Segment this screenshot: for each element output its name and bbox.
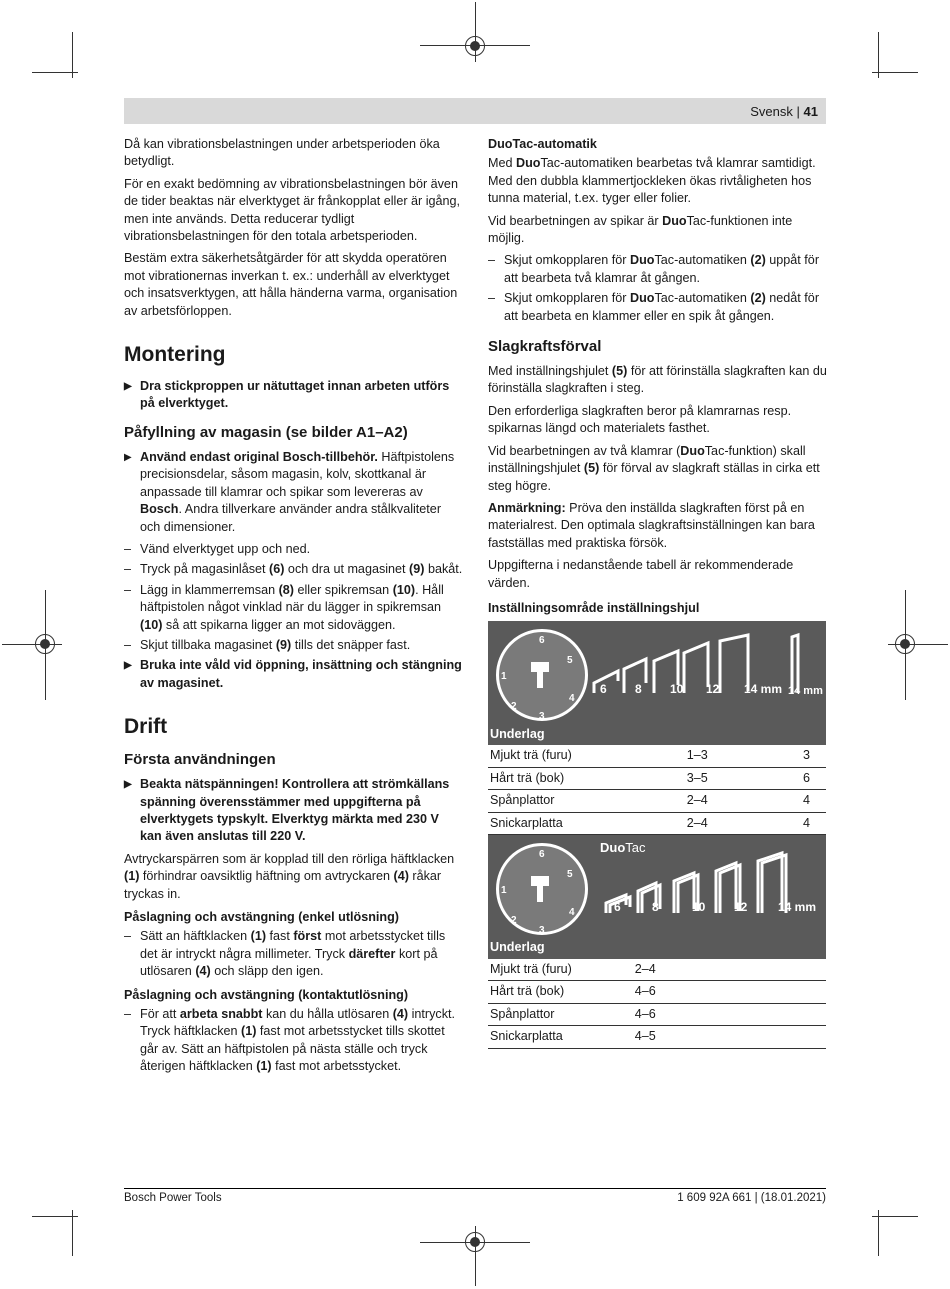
staple-size-label: 10 [670, 682, 684, 697]
text: Skjut tillbaka magasinet [140, 637, 276, 652]
text: intryckt. Tryck häftklacken [140, 1007, 456, 1039]
nail-size-label: 14 mm [788, 685, 823, 698]
cell-range: 4–5 [582, 1026, 826, 1048]
text: Pröva den inställda slagkraften först på en materialrest. Den optimala slagkraftsinställningen kan bara fastställas med praktiska försök. [488, 500, 815, 550]
section-title-drift: Drift [124, 715, 168, 739]
step-item [124, 928, 464, 980]
cell-material: Hårt trä (bok) [488, 981, 582, 1003]
dial-number: 4 [569, 693, 575, 705]
warning-text: . Andra tillverkare använder andra stålkvaliteter och dimensioner. [140, 502, 442, 534]
text: kan du hålla utlösaren [262, 1007, 393, 1022]
text: förhindrar oavsiktlig häftning om avtryckaren [139, 869, 394, 884]
brand-duo: Duo [516, 156, 541, 171]
ref: (1) [124, 869, 140, 884]
duotac-bold: Duo [600, 839, 626, 855]
ref: (5) [583, 461, 600, 476]
ref: (1) [256, 1059, 272, 1074]
ref: (1) [250, 929, 267, 944]
subheading-duotac: DuoTac-automatik [488, 137, 597, 151]
paragraph: Bestäm extra säkerhetsåtgärder för att skydda operatören mot vibrationernas inverkan t. ex.: underhåll av elverktyget och insatsverktygen, att hålla händerna varma, organisation av arbetsförloppen. [124, 251, 458, 318]
step-item [488, 252, 828, 287]
brand-duo: Duo [630, 253, 655, 268]
text: Skjut omkopplaren för [504, 291, 630, 306]
dial-icon [496, 629, 588, 721]
paragraph: Uppgifterna i nedanstående tabell är rekommenderade värden. [488, 558, 794, 590]
right-column [488, 136, 828, 1049]
table-caption: Inställningsområde inställningshjul [488, 600, 700, 615]
hammer-icon [521, 654, 561, 694]
warning-item: ▶ Beakta nätspänningen! Kontrollera att strömkällans spänning överensstämmer med uppgifterna på elverktygets typskylt. Elverktyg märkta med 230 V kan även anslutas till 220 V. [124, 776, 464, 846]
table-header: Underlag [488, 937, 826, 959]
cell-range: 4–6 [582, 1003, 826, 1025]
table-row [488, 790, 826, 812]
staple-size-label: 6 [614, 899, 621, 914]
registration-mark-icon [35, 634, 55, 654]
emphasis: därefter [348, 946, 396, 961]
ref: (6) [269, 562, 285, 577]
step-item [124, 582, 464, 634]
text: Sätt an häftklacken [140, 929, 251, 944]
ref: (10) [392, 582, 416, 597]
ref: (8) [278, 582, 294, 597]
text: tills det snäpper fast. [291, 637, 411, 652]
cell-material: Mjukt trä (furu) [488, 959, 582, 981]
dial-number: 3 [539, 711, 545, 723]
duotac-rest: Tac [625, 839, 646, 855]
staple-size-label: 10 [692, 899, 706, 914]
header-bar [124, 98, 826, 124]
ref: (5) [611, 364, 628, 379]
subsection-title-slagkraft: Slagkraftsförval [488, 338, 602, 356]
warning-bold: Använd endast original Bosch-tillbehör. [140, 449, 378, 464]
staple-size-label: 8 [652, 899, 659, 914]
text: Tac-automatiken bearbetas två klamrar samtidigt. Med den dubbla klammertjockleken ökas rivtåligheten hos tunna material, t.ex. tyger eller folier. [488, 156, 816, 206]
paragraph [488, 363, 828, 398]
staples-icon [588, 631, 824, 715]
cell-material: Spånplattor [488, 1003, 582, 1025]
text: Vid bearbetningen av spikar är [488, 213, 663, 228]
text: för förval av slagkraft ställas in cirka ett steg högre. [488, 461, 820, 493]
text: Tac-automatiken [654, 291, 751, 306]
cell-material: Spånplattor [488, 790, 623, 812]
cell-range: 1–3 [623, 745, 771, 767]
crop-mark [32, 72, 78, 73]
text: nedåt för att bearbeta en klammer eller en spik åt gången. [504, 291, 820, 323]
subsection-title-magasin: Påfyllning av magasin (se bilder A1–A2) [124, 423, 408, 441]
cell-range: 2–4 [623, 812, 771, 834]
text: . Håll häftpistolen något vinklad när du lägger in spikremsan [140, 582, 444, 615]
text: Med inställningshjulet [488, 364, 612, 379]
cell-range: 2–4 [623, 790, 771, 812]
staple-size-label: 8 [635, 682, 642, 697]
dial-number: 6 [539, 848, 545, 860]
cell-material: Mjukt trä (furu) [488, 745, 623, 767]
text: fast [266, 929, 294, 944]
table-row [488, 812, 826, 834]
emphasis: arbeta snabbt [179, 1007, 263, 1022]
text: råkar tryckas in. [124, 869, 442, 901]
page-number: 41 [803, 104, 818, 119]
cell-range: 4–6 [582, 981, 826, 1003]
registration-mark-icon [465, 36, 485, 56]
ref: (4) [392, 1007, 409, 1022]
emphasis: först [293, 929, 322, 944]
paragraph [488, 213, 828, 248]
table-row [488, 767, 826, 789]
dial-number: 1 [501, 884, 507, 896]
dial-number: 2 [511, 914, 517, 926]
text: och släpp den igen. [210, 964, 324, 979]
dial-number: 5 [567, 868, 573, 880]
setting-dial-figure [488, 621, 826, 723]
paragraph: För en exakt bedömning av vibrationsbelastningen bör även de tider beaktas när elverktyget är frånkopplat eller är igång, men inte används. Detta reducerar tydligt vibrationsbelastningen för den totala arbetsperioden. [124, 176, 461, 244]
text: fast mot arbetsstycket. [271, 1059, 402, 1074]
table-row [488, 1003, 826, 1025]
settings-table-single [488, 723, 826, 835]
ref: (1) [241, 1024, 257, 1039]
brand-name: Bosch [140, 502, 179, 517]
paragraph: Då kan vibrationsbelastningen under arbetsperioden öka betydligt. [124, 137, 440, 169]
text: uppåt för att bearbeta två klamrar åt gången. [504, 253, 820, 285]
text: fast mot arbetsstycket tills skottet går av. Sätt an häftpistolen på nästa ställe och tryck återigen häftklacken [140, 1024, 445, 1074]
ref: (2) [750, 253, 766, 268]
section-title-montering: Montering [124, 343, 226, 367]
duotac-dial-figure [488, 835, 826, 937]
paragraph [124, 851, 464, 903]
staple-size-label: 14 mm [744, 682, 783, 697]
text: mot arbetsstycket tills det är intryckt några millimeter. Tryck [140, 929, 446, 961]
left-column [124, 136, 464, 1079]
table-row [488, 745, 826, 767]
text: Tryck på magasinlåset [140, 562, 270, 577]
ref: (9) [275, 637, 292, 652]
text: Med [488, 156, 516, 171]
ref: (9) [409, 562, 425, 577]
dial-number: 1 [501, 671, 507, 683]
step-item [124, 637, 464, 654]
paragraph [488, 155, 828, 207]
cell-range: 2–4 [582, 959, 826, 981]
cell-range: 3–5 [623, 767, 771, 789]
staple-size-label: 14 mm [778, 899, 817, 914]
crop-mark [872, 1216, 918, 1217]
footer-rule [124, 1188, 826, 1189]
text: bakåt. [424, 562, 463, 577]
text: Avtryckarspärren som är kopplad till den rörliga häftklacken [124, 851, 455, 866]
text: Lägg in klammerremsan [140, 582, 279, 597]
paragraph [488, 500, 828, 552]
paragraph: Den erforderliga slagkraften beror på klamrarnas resp. spikarnas längd och materialets fasthet. [488, 403, 792, 436]
dial-number: 3 [539, 924, 545, 936]
ref: (10) [140, 617, 163, 632]
cell-material: Snickarplatta [488, 1026, 582, 1048]
text: så att spikarna ligger an mot sidoväggen. [162, 617, 396, 632]
text: Tac-funktionen inte möjlig. [488, 213, 793, 246]
cell-material: Hårt trä (bok) [488, 767, 623, 789]
ref: (4) [393, 869, 409, 884]
text: Tac-funktion) skall inställningshjulet [488, 443, 806, 476]
warning-item [124, 449, 464, 536]
step-item [124, 1006, 464, 1076]
crop-mark [32, 1216, 78, 1217]
brand-duo: Duo [662, 213, 687, 228]
double-staples-icon [598, 849, 824, 933]
cell-nail: 3 [771, 745, 826, 767]
text: och dra ut magasinet [284, 562, 410, 577]
registration-mark-icon [895, 634, 915, 654]
header-separator: | [796, 104, 800, 119]
ref: (2) [750, 291, 766, 306]
text: Tac-automatiken [654, 253, 751, 268]
table-row [488, 959, 826, 981]
text: Vid bearbetningen av två klamrar ( [488, 443, 681, 458]
warning-item: ▶ Bruka inte våld vid öppning, insättning och stängning av magasinet. [124, 657, 464, 692]
cell-nail: 4 [771, 812, 826, 834]
brand-duo: Duo [680, 443, 705, 458]
dial-number: 6 [539, 635, 545, 647]
registration-mark-icon [465, 1232, 485, 1252]
warning-text: Häftpistolens precisionsdelar, såsom magasin, kolv, skottkanal är anpassade till klamrar och spikar som levereras av [140, 449, 455, 499]
subheading-enkel: Påslagning och avstängning (enkel utlösning) [124, 910, 399, 924]
cell-nail: 6 [771, 767, 826, 789]
text: eller spikremsan [294, 582, 393, 597]
text: Skjut omkopplaren för [504, 253, 630, 268]
paragraph [488, 443, 828, 495]
header-language: Svensk [750, 104, 793, 119]
table-row [488, 981, 826, 1003]
note-label: Anmärkning: [488, 500, 566, 515]
table-row [488, 1026, 826, 1048]
text: för att förinställa slagkraften kan du förinställa slagkraften i steg. [488, 364, 827, 396]
warning-item: ▶ Dra stickproppen ur nätuttaget innan arbeten utförs på elverktyget. [124, 378, 464, 413]
crop-mark [872, 72, 918, 73]
cell-material: Snickarplatta [488, 812, 623, 834]
ref: (4) [195, 964, 211, 979]
dial-number: 5 [567, 655, 573, 667]
step-item [488, 290, 828, 325]
step-item [124, 561, 464, 578]
footer-publisher: Bosch Power Tools [124, 1192, 222, 1204]
subsection-title-forsta: Första användningen [124, 751, 276, 769]
staple-size-label: 12 [706, 682, 720, 697]
subheading-kontakt: Påslagning och avstängning (kontaktutlösning) [124, 987, 409, 1002]
staple-size-label: 6 [600, 682, 607, 697]
staple-size-label: 12 [734, 899, 748, 914]
table-header: Underlag [488, 723, 826, 745]
settings-table-duotac [488, 937, 826, 1049]
text: kort på utlösaren [140, 946, 438, 979]
hammer-icon [521, 868, 561, 908]
dial-icon [496, 843, 588, 935]
dial-number: 2 [511, 701, 517, 713]
dial-number: 4 [569, 906, 575, 918]
brand-duo: Duo [630, 291, 655, 306]
footer-doc-id: 1 609 92A 661 | (18.01.2021) [677, 1192, 826, 1204]
text: För att [140, 1007, 180, 1022]
page-header [750, 104, 818, 119]
cell-nail: 4 [771, 790, 826, 812]
step-item: – Vänd elverktyget upp och ned. [124, 541, 464, 558]
